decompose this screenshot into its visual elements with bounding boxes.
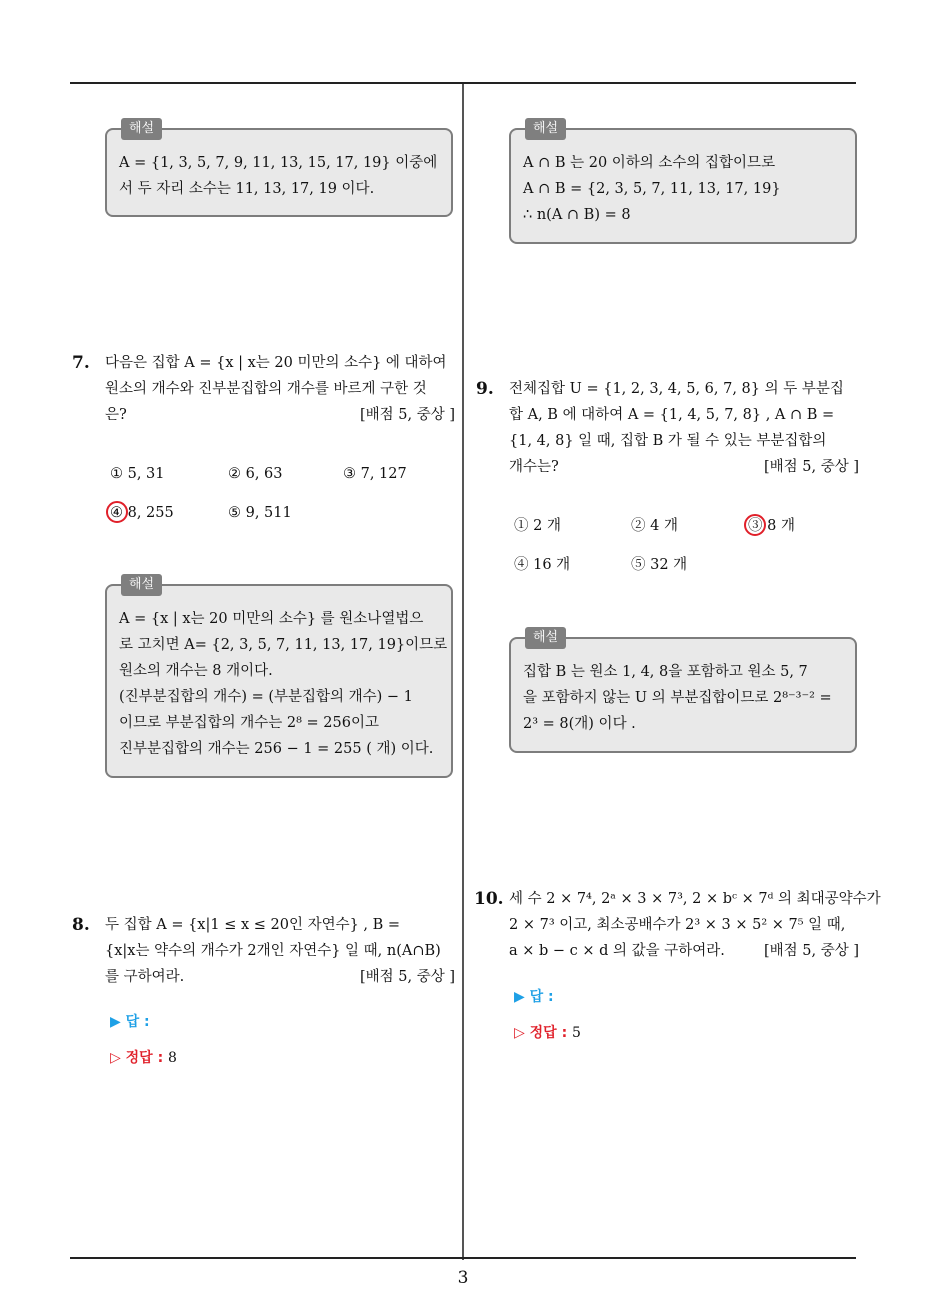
score-label: [배점 5, 중상 ] — [359, 969, 455, 985]
question-line: {x|x는 약수의 개수가 2개인 자연수} 일 때, n(A∩B) — [105, 943, 441, 959]
solution-line: ∴ n(A ∩ B) = 8 — [523, 207, 631, 223]
question-line-text: a × b − c × d 의 값을 구하여라. — [509, 943, 725, 959]
solution-box-q9 — [509, 630, 857, 753]
question-number: 10. — [474, 889, 504, 909]
solution-line: 을 포함하지 않는 U 의 부분집합이므로 2⁸⁻³⁻² = — [523, 690, 832, 706]
question-line-text: 를 구하여라. — [105, 969, 185, 985]
solution-line: A = {x | x는 20 미만의 소수} 를 원소나열법으 — [119, 611, 424, 627]
question-line-text: 은? — [105, 407, 127, 423]
correct-answer-value: 8 — [168, 1050, 177, 1066]
question-10 — [509, 886, 881, 964]
score-label: [배점 5, 중상 ] — [763, 459, 859, 475]
choice-2[interactable]: ② 6, 63 — [228, 466, 283, 482]
column-divider — [462, 84, 464, 1260]
question-line: 두 집합 A = {x|1 ≤ x ≤ 20인 자연수} , B = — [105, 917, 401, 933]
question-7 — [105, 350, 455, 428]
score-label: [배점 5, 중상 ] — [359, 407, 455, 423]
solution-line: 원소의 개수는 8 개이다. — [119, 663, 273, 679]
solution-line: A ∩ B = {2, 3, 5, 7, 11, 13, 17, 19} — [523, 181, 781, 197]
choice-2[interactable]: ② 4 개 — [631, 518, 678, 534]
solution-line: (진부분집합의 개수) = (부분집합의 개수) − 1 — [119, 689, 413, 705]
question-8 — [105, 912, 455, 990]
correct-answer-label: ▷ 정답 : — [110, 1050, 164, 1066]
answer-input-label[interactable]: ▶ 답 : — [110, 1014, 150, 1030]
choice-5[interactable]: ⑤ 9, 511 — [228, 505, 292, 521]
page-number: 3 — [457, 1268, 469, 1288]
solution-tag: 해설 — [121, 118, 162, 140]
solution-line: 진부분집합의 개수는 256 − 1 = 255 ( 개) 이다. — [119, 741, 434, 757]
correct-answer — [514, 1023, 581, 1043]
solution-line: 2³ = 8(개) 이다 . — [523, 716, 636, 732]
solution-box-q6 — [509, 121, 857, 244]
question-line — [509, 938, 859, 964]
question-number: 8. — [72, 915, 90, 935]
question-line-text: 개수는? — [509, 459, 559, 475]
question-9 — [509, 376, 859, 480]
answer-input-label[interactable]: ▶ 답 : — [514, 989, 554, 1005]
question-number: 7. — [72, 353, 90, 373]
solution-line: 이므로 부분집합의 개수는 2⁸ = 256이고 — [119, 715, 379, 731]
score-label: [배점 5, 중상 ] — [763, 943, 859, 959]
solution-line: 집합 B 는 원소 1, 4, 8을 포함하고 원소 5, 7 — [523, 664, 808, 680]
correct-answer-label: ▷ 정답 : — [514, 1025, 568, 1041]
question-line: 전체집합 U = {1, 2, 3, 4, 5, 6, 7, 8} 의 두 부분집 — [509, 381, 844, 397]
choice-5[interactable]: ⑤ 32 개 — [631, 557, 688, 573]
choice-1[interactable]: ① 2 개 — [514, 518, 561, 534]
question-line: 원소의 개수와 진부분집합의 개수를 바르게 구한 것 — [105, 381, 427, 397]
bottom-rule — [70, 1257, 856, 1259]
solution-box-q5 — [105, 121, 453, 217]
choice-1[interactable]: ① 5, 31 — [110, 466, 165, 482]
question-line: 다음은 집합 A = {x | x는 20 미만의 소수} 에 대하여 — [105, 355, 447, 371]
answer-circle-mark — [106, 501, 128, 523]
solution-tag: 해설 — [525, 627, 566, 649]
solution-line: 서 두 자리 소수는 11, 13, 17, 19 이다. — [119, 181, 375, 197]
question-line — [509, 454, 859, 480]
solution-tag: 해설 — [525, 118, 566, 140]
choice-3[interactable]: ③ 8 개 — [748, 518, 795, 534]
solution-box-q7 — [105, 577, 453, 778]
question-line: 세 수 2 × 7⁴, 2ᵃ × 3 × 7³, 2 × bᶜ × 7ᵈ 의 최대공약수가 — [509, 891, 881, 907]
choice-3[interactable]: ③ 7, 127 — [343, 466, 407, 482]
choice-4[interactable]: ④ 8, 255 — [110, 505, 174, 521]
solution-line: A ∩ B 는 20 이하의 소수의 집합이므로 — [523, 155, 776, 171]
question-line: 합 A, B 에 대하여 A = {1, 4, 5, 7, 8} , A ∩ B = — [509, 407, 835, 423]
question-line: 2 × 7³ 이고, 최소공배수가 2³ × 3 × 5² × 7⁵ 일 때, — [509, 917, 846, 933]
solution-line: A = {1, 3, 5, 7, 9, 11, 13, 15, 17, 19} 이중에 — [119, 155, 438, 171]
question-line — [105, 402, 455, 428]
solution-tag: 해설 — [121, 574, 162, 596]
question-number: 9. — [476, 379, 494, 399]
solution-line: 로 고치면 A= {2, 3, 5, 7, 11, 13, 17, 19}이므로 — [119, 637, 448, 653]
question-line: {1, 4, 8} 일 때, 집합 B 가 될 수 있는 부분집합의 — [509, 433, 827, 449]
choice-4[interactable]: ④ 16 개 — [514, 557, 571, 573]
correct-answer — [110, 1048, 177, 1068]
answer-circle-mark — [744, 514, 766, 536]
question-line — [105, 964, 455, 990]
correct-answer-value: 5 — [572, 1025, 581, 1041]
